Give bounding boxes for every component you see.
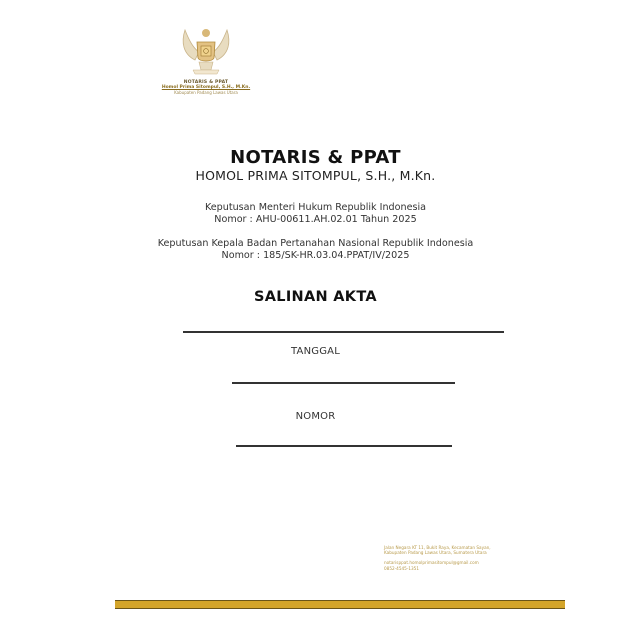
notary-logo [152,24,260,95]
address-line-1: Jalan Negara KT 11, Bukit Raya, Kecamatan Sayan, [384,545,491,550]
number-line [236,445,452,447]
logo-title: NOTARIS & PPAT [183,80,229,85]
decree-ministry-title: Keputusan Menteri Hukum Republik Indonesia [204,202,427,213]
logo-location: Kabupaten Padang Lawas Utara [174,90,238,95]
address-email: notarisppat.homolprimasitompul@gmail.com [384,560,479,566]
date-line [232,382,455,384]
decree-land-agency [0,238,631,262]
office-title: NOTARIS & PPAT [230,147,401,168]
decree-land-agency-title: Keputusan Kepala Badan Pertanahan Nasional Republik Indonesia [157,238,474,249]
garuda-emblem-icon [177,24,235,78]
address-line-2: Kabupaten Padang Lawas Utara, Sumatera Utara [384,550,487,556]
decree-ministry-number: Nomor : AHU-00611.AH.02.01 Tahun 2025 [214,214,417,225]
number-label: NOMOR [295,411,336,422]
footer-gold-bar [115,600,565,609]
date-label: TANGGAL [291,346,340,357]
deed-title-line [183,331,504,333]
office-address [384,545,534,571]
decree-land-agency-number: Nomor : 185/SK-HR.03.04.PPAT/IV/2025 [221,250,410,261]
document-heading: SALINAN AKTA [254,289,377,305]
notary-name: HOMOL PRIMA SITOMPUL, S.H., M.Kn. [195,168,436,183]
decree-ministry [0,202,631,226]
address-phone: 0852-4545-1351 [384,565,419,571]
logo-name: Homol Prima Sitompul, S.H., M.Kn. [161,85,251,90]
